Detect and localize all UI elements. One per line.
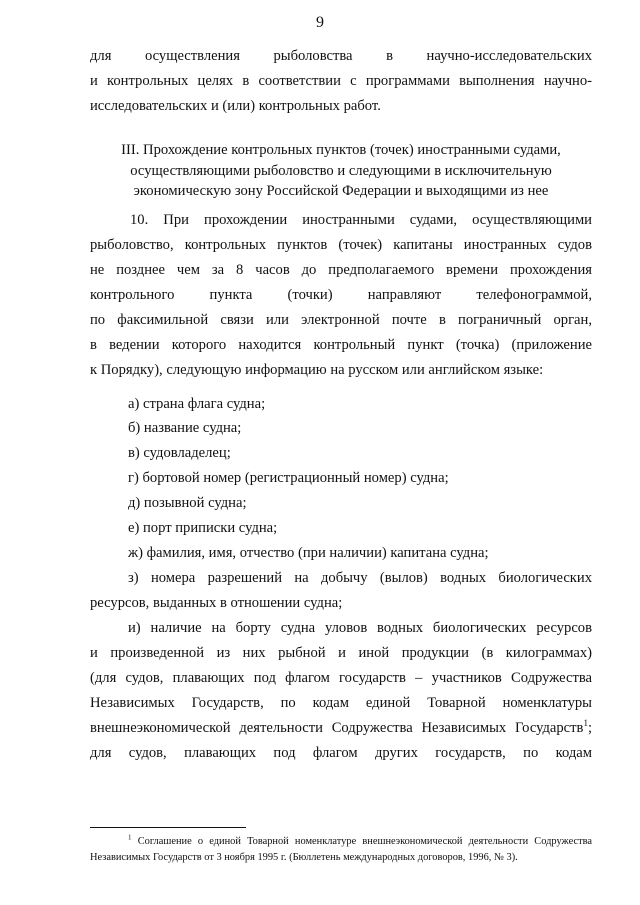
intro-line-2: и контрольных целях в соответствии с программами выполнения научно- [90,73,592,89]
intro-line-1: для осуществления рыболовства в научно-исследовательских [90,48,592,64]
list-item: б) название судна; [128,420,242,436]
page-number: 9 [316,14,324,31]
footnote-mark: 1 [128,833,132,842]
list-item: е) порт приписки судна; [128,520,278,536]
para10-line-1: 10. При прохождении иностранными судами, осуществляющими [130,212,592,228]
item-i-line-5-text: внешнеэкономической деятельности Содружества Независимых Государств [90,720,584,736]
list-item: ж) фамилия, имя, отчество (при наличии) капитана судна; [128,545,489,561]
list-item: д) позывной судна; [128,495,247,511]
section-heading-line-1: III. Прохождение контрольных пунктов (точек) иностранными судами, [121,142,561,158]
item-i-line-5 [90,716,592,741]
section-heading-line-3: экономическую зону Российской Федерации и выходящими из нее [133,183,549,199]
footnote [90,834,592,866]
para10-line-4: контрольного пункта (точки) направляют телефонограммой, [90,287,592,303]
para10-line-2: рыболовство, контрольных пунктов (точек) капитаны иностранных судов [90,237,592,253]
footnote-separator [90,827,246,828]
section-heading-line-2: осуществляющими рыболовство и следующими в исключительную [130,162,552,179]
para10-line-7: к Порядку), следующую информацию на русском или английском языке: [90,362,544,378]
item-z-line-2: ресурсов, выданных в отношении судна; [90,595,343,611]
para10-line-3: не позднее чем за 8 часов до предполагаемого времени прохождения [90,262,592,278]
para10-line-6: в ведении которого находится контрольный пункт (точка) (приложение [90,337,592,353]
list-item: г) бортовой номер (регистрационный номер) судна; [128,470,449,486]
item-z-line-1: з) номера разрешений на добычу (вылов) водных биологических [128,570,592,586]
list-item: в) судовладелец; [128,445,231,461]
para10-line-5: по факсимильной связи или электронной почте в пограничный орган, [90,312,592,328]
item-i-line-1: и) наличие на борту судна уловов водных биологических ресурсов [128,620,592,636]
footnote-reference[interactable]: 1 [583,718,588,729]
item-i-line-3: (для судов, плавающих под флагом государств – участников Содружества [90,670,592,686]
item-i-line-5-tail: ; [587,720,592,736]
item-i-line-6: для судов, плавающих под флагом других государств, по кодам [90,745,592,761]
footnote-text: Соглашение о единой Товарной номенклатуре внешнеэкономической деятельности Содружества Независимых Государств от 3 ноября 1995 г. (Бюллетень международных договоров, 1996, № 3). [90,836,592,863]
intro-line-3: исследовательских и (или) контрольных работ. [90,98,381,114]
item-i-line-2: и произведенной из них рыбной и иной продукции (в килограммах) [90,645,592,661]
item-i-line-4: Независимых Государств, по кодам единой Товарной номенклатуры [90,695,592,711]
section-heading [90,140,592,202]
list-item: а) страна флага судна; [128,396,266,412]
